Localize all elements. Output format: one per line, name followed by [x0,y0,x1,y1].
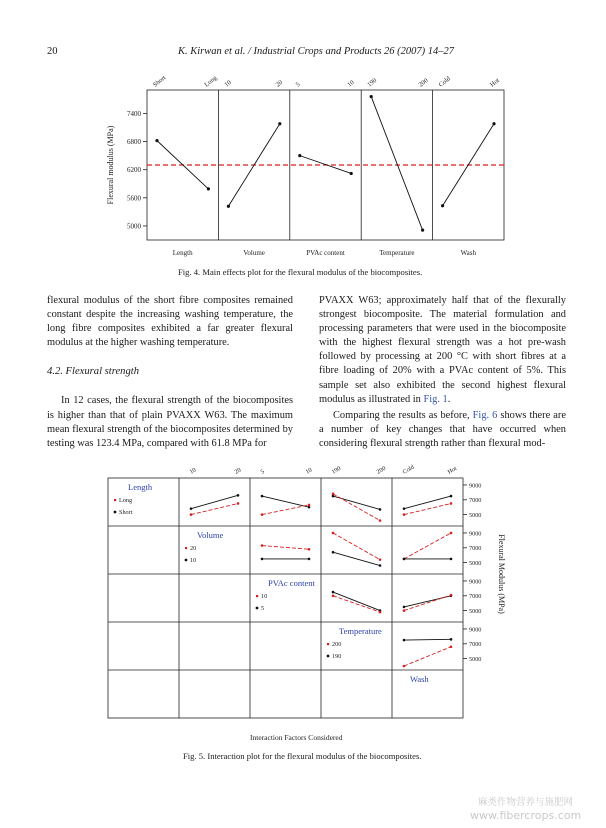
running-title: K. Kirwan et al. / Industrial Crops and Products 26 (2007) 14–27 [178,46,455,57]
level-label: 10 [223,79,233,89]
right-paragraph-2-text: Comparing the results as before, [333,409,473,421]
fig5-caption: Fig. 5. Interaction plot for the flexural modulus of the biocomposites. [183,751,422,761]
legend-label: Long [119,497,133,504]
interaction-point [332,594,335,597]
right-axis-label: Flexural Modulus (MPa) [497,534,506,614]
top-level-label: Hot [446,465,459,476]
right-column [319,294,566,451]
y-tick-label: 5000 [127,222,141,231]
legend-label: 10 [261,593,268,600]
factor-label: PVAc content [306,249,345,257]
effect-point [227,205,230,208]
interaction-line [333,592,380,611]
interaction-point [332,551,335,554]
right-axis-tick-label: 9000 [469,530,482,538]
interaction-line [404,647,451,666]
effect-point [370,95,373,98]
right-paragraph-1-text: PVAXX W63; approximately half that of the flexurally strongest biocomposite. The material formulation and processing parameters that were used in the biocomposite with the highest flexural strength was a hot pre-wash followed by processing at 200 °C with short fibres at a fibre loading of 20% with a PVAc content of 5%. This sample set also exhibited the second highest flexural modulus as illustrated in [319,295,566,405]
y-tick-label: 5600 [127,194,141,203]
interaction-plot [100,458,540,748]
legend-label: 20 [190,545,197,552]
y-tick-label: 6800 [127,138,141,147]
interaction-point [332,495,335,498]
factor-name: Length [128,482,153,492]
right-axis-tick-label: 9000 [469,578,482,586]
interaction-point [190,513,193,516]
interaction-line [262,496,309,507]
interaction-point [403,507,406,510]
legend-label: 10 [190,557,197,564]
interaction-point [190,507,193,510]
interaction-point [403,606,406,609]
effect-point [278,122,281,125]
interaction-point [379,611,382,614]
page-number: 20 [47,46,58,57]
legend-label: 200 [332,641,342,648]
interaction-footer-label: Interaction Factors Considered [250,733,343,742]
interaction-line [404,639,451,640]
level-label: 5 [294,81,302,89]
interaction-line [333,533,380,560]
interaction-point [450,594,453,597]
legend-marker [185,547,187,549]
interaction-point [308,558,311,561]
interaction-point [237,502,240,505]
interaction-line [333,596,380,612]
interaction-point [379,564,382,567]
factor-name: PVAc content [268,578,315,588]
interaction-line [404,496,451,509]
interaction-point [450,532,453,535]
legend-marker [114,499,116,501]
interaction-point [308,504,311,507]
top-level-label: 5 [259,468,266,476]
fig4-caption: Fig. 4. Main effects plot for the flexural modulus of the biocomposites. [178,267,423,277]
right-axis-tick-label: 5000 [469,511,482,519]
factor-label: Temperature [379,249,415,257]
interaction-line [404,595,451,611]
level-label: 190 [366,77,379,89]
effect-point [350,172,353,175]
watermark-site-name: 麻类作物营养与施肥网 [478,797,574,808]
y-tick-label: 7400 [127,109,141,118]
right-axis-tick-label: 7000 [469,641,482,649]
legend-marker [256,607,259,610]
interaction-point [308,548,311,551]
main-effects-chart [100,68,520,268]
left-paragraph-2: In 12 cases, the flexural strength of the biocomposites is higher than that of plain PVAXX W63. The maximum mean flexural strength of the biocomposites determined by testing was 123.4 MPa, compared with 61.8 MPa for [47,395,293,449]
effect-line [371,97,422,231]
legend-label: Short [119,509,133,516]
interaction-point [308,506,311,509]
interaction-line [262,546,309,550]
level-label: Hot [488,77,501,89]
interaction-point [379,558,382,561]
right-paragraph-2 [319,409,566,451]
factor-name: Volume [197,530,224,540]
right-paragraph-2-end: shows there are a number of key changes that have occurred when considering flexural strength rather than flexural mod- [319,409,566,449]
interaction-point [403,558,406,561]
effect-point [441,204,444,207]
legend-marker [256,595,258,597]
interaction-point [261,544,264,547]
interaction-line [262,505,309,515]
right-axis-tick-label: 9000 [469,626,482,634]
effect-point [492,122,495,125]
top-level-label: Cold [401,463,416,476]
left-paragraph-1: flexural modulus of the short fibre composites remained constant despite the increasing washing temperature, the long fibre composites exhibited a far greater flexural modulus at the higher washing temperature. [47,295,293,349]
interaction-point [261,495,264,498]
factor-label: Length [172,249,193,257]
interaction-point [450,638,453,641]
interaction-point [261,513,264,516]
watermark-url: www.fibercrops.com [470,809,582,822]
level-label: Short [151,74,168,89]
interaction-line [333,552,380,565]
right-axis-tick-label: 5000 [469,607,482,615]
interaction-line [404,533,451,559]
right-paragraph-1-end: . [447,393,451,405]
legend-marker [114,511,117,514]
legend-label: 5 [261,605,265,612]
y-tick-label: 6200 [127,166,141,175]
right-axis-tick-label: 7000 [469,497,482,505]
factor-name: Temperature [339,626,382,636]
top-level-label: 10 [304,466,314,476]
level-label: Cold [437,75,452,89]
factor-label: Wash [460,249,476,257]
right-axis-tick-label: 7000 [469,545,482,553]
interaction-point [332,493,335,496]
interaction-point [403,609,406,612]
fig1-link[interactable]: Fig. 1 [423,393,448,405]
effect-point [421,229,424,232]
right-axis-tick-label: 9000 [469,482,482,490]
interaction-point [332,591,335,594]
legend-marker [185,559,188,562]
interaction-point [450,645,453,648]
level-label: 200 [417,77,430,89]
interaction-point [379,508,382,511]
interaction-point [332,532,335,535]
interaction-point [450,502,453,505]
left-column [47,294,293,451]
legend-label: 190 [332,653,342,660]
interaction-point [450,558,453,561]
effect-point [207,187,210,190]
y-axis-label: Flexural modulus (MPa) [106,125,115,205]
level-label: Long [203,74,219,89]
top-level-label: 200 [375,465,388,476]
interaction-point [403,665,406,668]
right-axis-tick-label: 5000 [469,655,482,663]
legend-marker [327,643,329,645]
interaction-line [191,503,238,514]
factor-label: Volume [243,249,265,257]
right-axis-tick-label: 7000 [469,593,482,601]
interaction-point [261,558,264,561]
effect-point [155,139,158,142]
interaction-line [404,503,451,514]
level-label: 10 [346,79,356,89]
legend-marker [327,655,330,658]
interaction-point [403,639,406,642]
right-paragraph-1 [319,294,566,407]
effect-point [298,154,301,157]
interaction-point [450,495,453,498]
interaction-point [237,494,240,497]
section-heading: 4.2. Flexural strength [47,366,139,378]
right-axis-tick-label: 5000 [469,559,482,567]
interaction-line [191,495,238,508]
level-label: 20 [274,79,285,89]
top-level-label: 10 [188,466,198,476]
fig6-link[interactable]: Fig. 6 [472,409,498,421]
top-level-label: 190 [330,465,343,476]
interaction-point [403,513,406,516]
factor-name: Wash [410,674,429,684]
interaction-point [379,519,382,522]
top-level-label: 20 [233,466,243,476]
